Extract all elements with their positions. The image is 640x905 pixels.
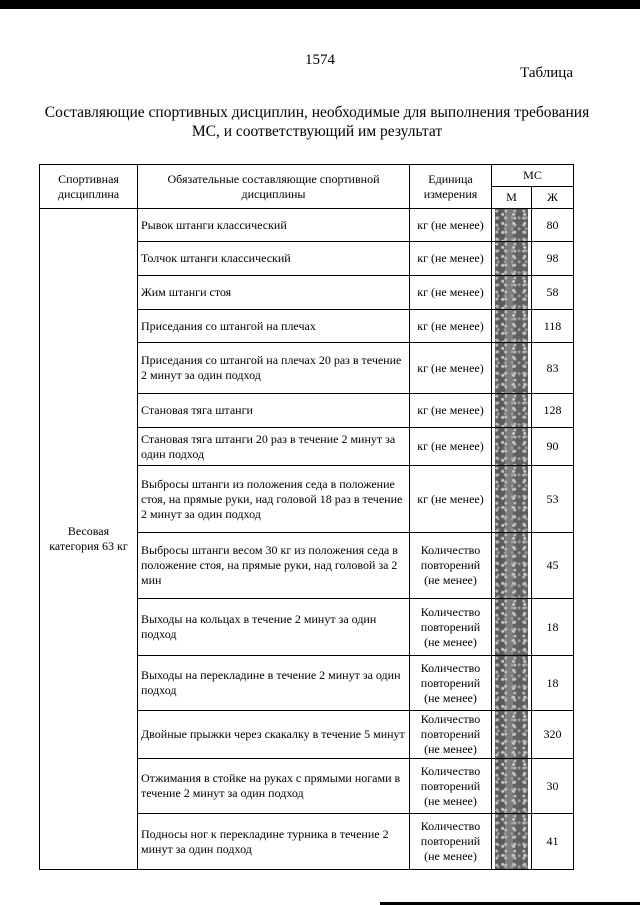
- unit-cell: Количество повторений (не менее): [410, 599, 492, 656]
- component-name: Выбросы штанги весом 30 кг из положения седа в положение стоя, на прямые руки, над головой за 2 мин: [138, 533, 410, 599]
- component-name: Толчок штанги классический: [138, 242, 410, 276]
- m-value-redacted: [492, 814, 532, 870]
- zh-value: 128: [532, 394, 574, 428]
- component-name: Выходы на перекладине в течение 2 минут за один подход: [138, 656, 410, 711]
- redaction-block: [495, 599, 528, 655]
- m-value-redacted: [492, 343, 532, 394]
- component-name: Рывок штанги классический: [138, 209, 410, 242]
- m-value-redacted: [492, 711, 532, 759]
- zh-value: 41: [532, 814, 574, 870]
- redaction-block: [495, 209, 528, 241]
- table-row: [40, 209, 574, 242]
- component-name: Выбросы штанги из положения седа в положение стоя, на прямые руки, над головой 18 раз в течение 2 минут за один подход: [138, 466, 410, 533]
- component-name: Отжимания в стойке на руках с прямыми ногами в течение 2 минут за один подход: [138, 759, 410, 814]
- table-body: [40, 209, 574, 870]
- component-name: Приседания со штангой на плечах: [138, 310, 410, 343]
- redaction-block: [495, 466, 528, 532]
- table-caption: Составляющие спортивных дисциплин, необходимые для выполнения требования МС, и соответствующий им результат: [44, 104, 590, 140]
- component-name: Приседания со штангой на плечах 20 раз в течение 2 минут за один подход: [138, 343, 410, 394]
- unit-cell: Количество повторений (не менее): [410, 711, 492, 759]
- component-name: Двойные прыжки через скакалку в течение 5 минут: [138, 711, 410, 759]
- unit-cell: кг (не менее): [410, 343, 492, 394]
- m-value-redacted: [492, 394, 532, 428]
- header-sport: Спортивная дисциплина: [40, 165, 138, 209]
- unit-cell: кг (не менее): [410, 428, 492, 466]
- header-zh: Ж: [532, 187, 574, 209]
- m-value-redacted: [492, 759, 532, 814]
- m-value-redacted: [492, 533, 532, 599]
- unit-cell: кг (не менее): [410, 310, 492, 343]
- redaction-block: [495, 428, 528, 465]
- m-value-redacted: [492, 310, 532, 343]
- m-value-redacted: [492, 242, 532, 276]
- unit-cell: Количество повторений (не менее): [410, 814, 492, 870]
- m-value-redacted: [492, 656, 532, 711]
- page-number: 1574: [305, 52, 335, 68]
- zh-value: 83: [532, 343, 574, 394]
- redaction-block: [495, 242, 528, 275]
- redaction-block: [495, 533, 528, 598]
- redaction-block: [495, 310, 528, 342]
- component-name: Становая тяга штанги 20 раз в течение 2 минут за один подход: [138, 428, 410, 466]
- zh-value: 18: [532, 599, 574, 656]
- table-label: Таблица: [520, 65, 573, 81]
- redaction-block: [495, 276, 528, 309]
- zh-value: 45: [532, 533, 574, 599]
- header-m: М: [492, 187, 532, 209]
- unit-cell: кг (не менее): [410, 242, 492, 276]
- zh-value: 53: [532, 466, 574, 533]
- zh-value: 30: [532, 759, 574, 814]
- zh-value: 18: [532, 656, 574, 711]
- unit-cell: кг (не менее): [410, 394, 492, 428]
- redaction-block: [495, 711, 528, 758]
- m-value-redacted: [492, 276, 532, 310]
- m-value-redacted: [492, 209, 532, 242]
- zh-value: 320: [532, 711, 574, 759]
- header-unit: Единица измерения: [410, 165, 492, 209]
- unit-cell: кг (не менее): [410, 276, 492, 310]
- unit-cell: Количество повторений (не менее): [410, 533, 492, 599]
- zh-value: 58: [532, 276, 574, 310]
- m-value-redacted: [492, 466, 532, 533]
- unit-cell: кг (не менее): [410, 209, 492, 242]
- component-name: Подносы ног к перекладине турника в течение 2 минут за один подход: [138, 814, 410, 870]
- redaction-block: [495, 343, 528, 393]
- header-ms: МС: [492, 165, 574, 187]
- redaction-block: [495, 394, 528, 427]
- header-components: Обязательные составляющие спортивной дисциплины: [138, 165, 410, 209]
- component-name: Становая тяга штанги: [138, 394, 410, 428]
- requirements-table: [39, 164, 574, 870]
- zh-value: 118: [532, 310, 574, 343]
- redaction-block: [495, 656, 528, 710]
- unit-cell: кг (не менее): [410, 466, 492, 533]
- zh-value: 80: [532, 209, 574, 242]
- redaction-block: [495, 814, 528, 869]
- redaction-block: [495, 759, 528, 813]
- component-name: Жим штанги стоя: [138, 276, 410, 310]
- component-name: Выходы на кольцах в течение 2 минут за один подход: [138, 599, 410, 656]
- scan-top-border: [0, 0, 640, 9]
- m-value-redacted: [492, 599, 532, 656]
- sport-discipline-cell: Весовая категория 63 кг: [40, 209, 138, 870]
- unit-cell: Количество повторений (не менее): [410, 759, 492, 814]
- unit-cell: Количество повторений (не менее): [410, 656, 492, 711]
- zh-value: 98: [532, 242, 574, 276]
- zh-value: 90: [532, 428, 574, 466]
- m-value-redacted: [492, 428, 532, 466]
